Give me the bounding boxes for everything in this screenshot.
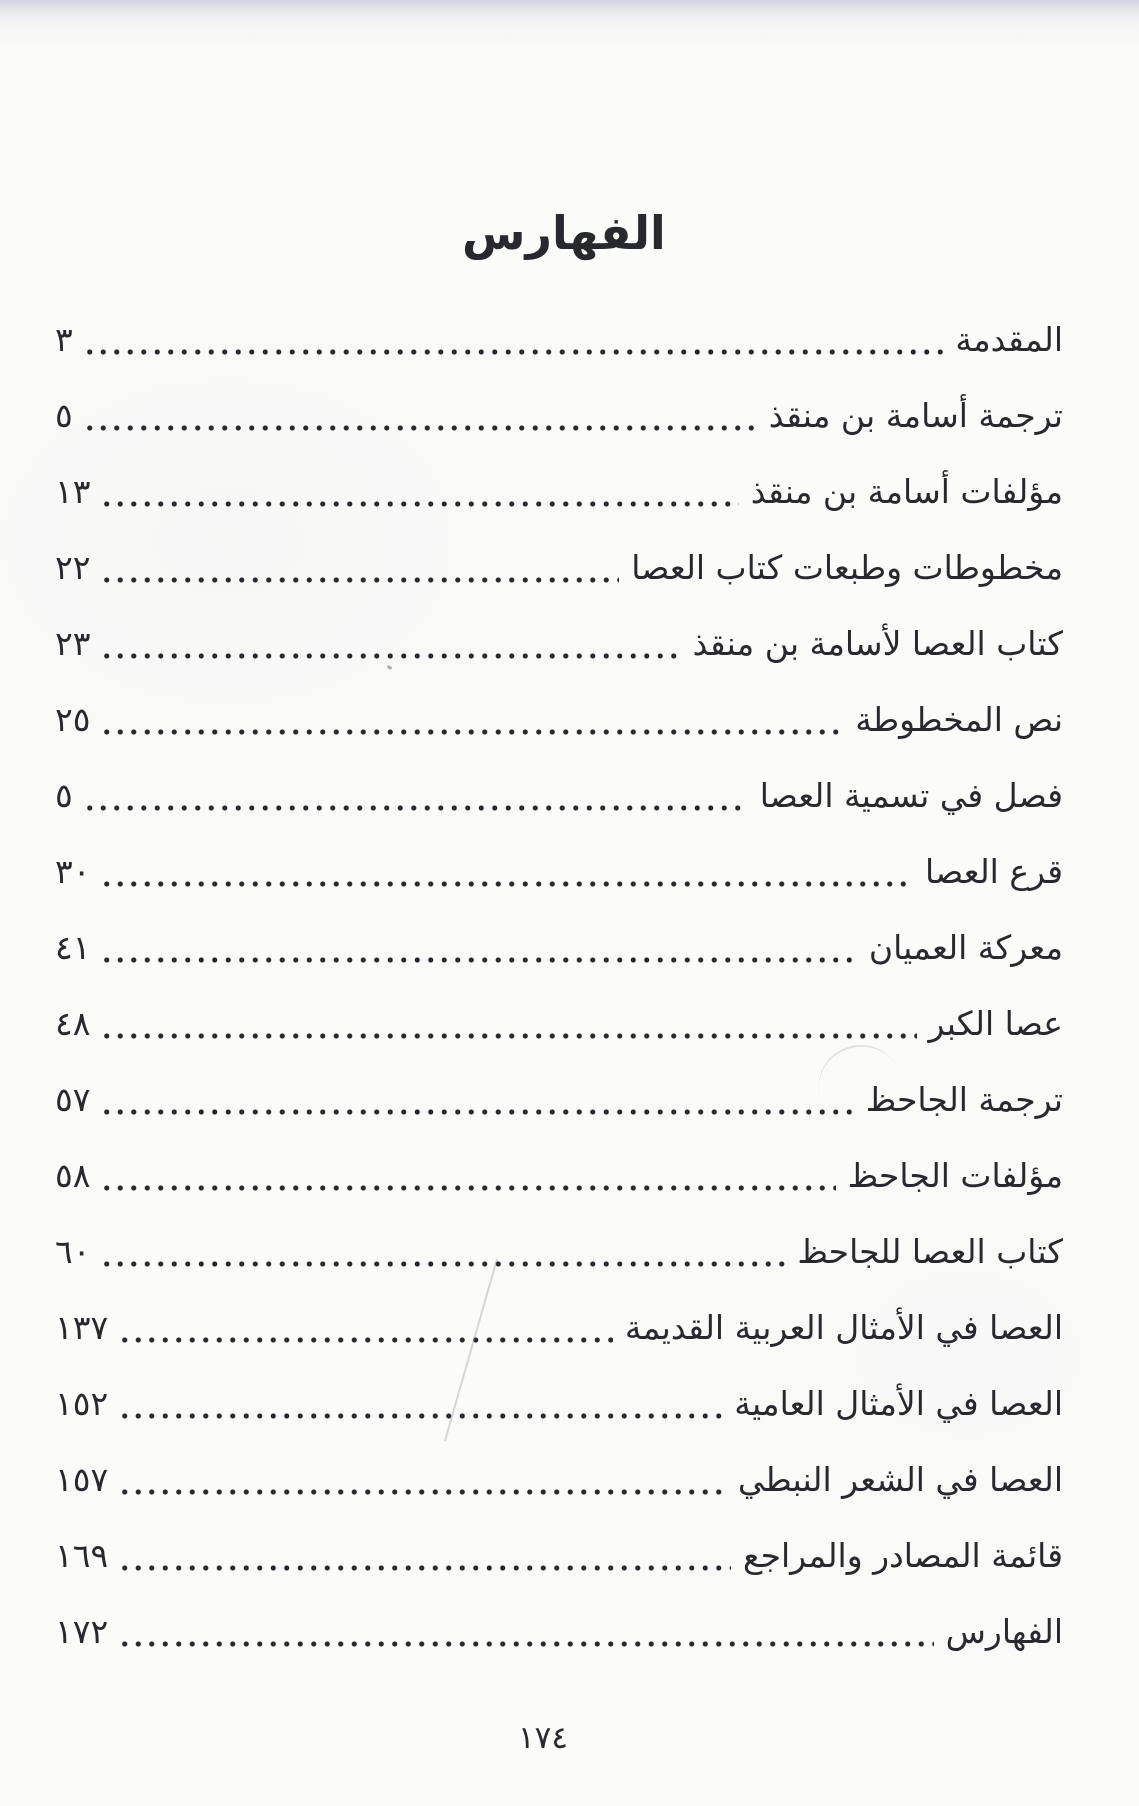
dot-leader-icon — [100, 834, 913, 910]
toc-entry-title: المقدمة — [955, 320, 1063, 360]
toc-row — [55, 1518, 1063, 1594]
toc-row — [55, 378, 1063, 454]
dot-leader-icon — [100, 1138, 835, 1214]
toc-entry-page-number: ١٣٧ — [55, 1308, 109, 1348]
dot-leader-icon — [118, 1442, 726, 1518]
toc-entry-title: ترجمة أسامة بن منقذ — [768, 396, 1063, 436]
dot-leader-icon — [100, 1062, 853, 1138]
toc-row — [55, 1062, 1063, 1138]
dot-leader-icon — [100, 530, 619, 606]
toc-entry-page-number: ١٥٢ — [55, 1384, 109, 1424]
dot-leader-icon — [83, 758, 748, 834]
dot-leader-icon — [118, 1366, 722, 1442]
dot-leader-icon — [118, 1290, 613, 1366]
toc-row — [55, 302, 1063, 378]
toc-entry-title: ترجمة الجاحظ — [865, 1080, 1063, 1120]
dot-leader-icon — [118, 1518, 731, 1594]
toc-row — [55, 910, 1063, 986]
toc-row — [55, 834, 1063, 910]
scan-edge-artifact — [0, 0, 1139, 52]
toc-entry-title: مؤلفات أسامة بن منقذ — [750, 472, 1063, 512]
toc-entry-page-number: ٣ — [55, 320, 73, 360]
dot-leader-icon — [83, 378, 757, 454]
toc-entry-page-number: ١٦٩ — [55, 1536, 109, 1576]
toc-row — [55, 758, 1063, 834]
dot-leader-icon — [100, 986, 916, 1062]
toc-entry-page-number: ٢٣ — [55, 624, 91, 664]
toc-row — [55, 606, 1063, 682]
toc-entry-page-number: ٦٠ — [55, 1232, 91, 1272]
toc-entry-page-number: ٥٨ — [55, 1156, 91, 1196]
dot-leader-icon — [118, 1594, 933, 1670]
toc-entry-title: قائمة المصادر والمراجع — [743, 1536, 1063, 1576]
toc-entry-page-number: ٥٧ — [55, 1080, 91, 1120]
dot-leader-icon — [83, 302, 944, 378]
dot-leader-icon — [100, 454, 738, 530]
page-title: الفهارس — [462, 206, 666, 260]
toc-entry-page-number: ١٥٧ — [55, 1460, 109, 1500]
toc-entry-title: قرع العصا — [925, 852, 1063, 892]
dot-leader-icon — [100, 910, 856, 986]
toc-row — [55, 454, 1063, 530]
toc-list — [55, 302, 1063, 1670]
dot-leader-icon — [100, 1214, 785, 1290]
toc-entry-page-number: ٥ — [55, 396, 73, 436]
toc-entry-title: العصا في الأمثال العربية القديمة — [624, 1308, 1063, 1348]
toc-entry-page-number: ١٣ — [55, 472, 91, 512]
toc-entry-title: نص المخطوطة — [855, 700, 1063, 740]
toc-entry-page-number: ١٧٢ — [55, 1612, 109, 1652]
toc-entry-page-number: ٢٥ — [55, 700, 91, 740]
toc-entry-page-number: ٥ — [55, 776, 73, 816]
toc-entry-title: عصا الكبر — [928, 1004, 1063, 1044]
toc-entry-title: العصا في الأمثال العامية — [734, 1384, 1063, 1424]
toc-entry-title: كتاب العصا للجاحظ — [797, 1232, 1063, 1272]
toc-row — [55, 682, 1063, 758]
toc-entry-title: فصل في تسمية العصا — [759, 776, 1063, 816]
toc-row — [55, 1290, 1063, 1366]
toc-row — [55, 530, 1063, 606]
toc-entry-title: مخطوطات وطبعات كتاب العصا — [631, 548, 1063, 588]
toc-row — [55, 1442, 1063, 1518]
toc-row — [55, 986, 1063, 1062]
toc-entry-page-number: ٤١ — [55, 928, 91, 968]
toc-entry-title: الفهارس — [945, 1612, 1063, 1652]
toc-entry-title: العصا في الشعر النبطي — [737, 1460, 1063, 1500]
toc-row — [55, 1594, 1063, 1670]
toc-entry-page-number: ٣٠ — [55, 852, 91, 892]
dot-leader-icon — [100, 682, 843, 758]
dot-leader-icon — [100, 606, 680, 682]
toc-entry-page-number: ٢٢ — [55, 548, 91, 588]
toc-entry-title: كتاب العصا لأسامة بن منقذ — [692, 624, 1063, 664]
toc-entry-title: مؤلفات الجاحظ — [847, 1156, 1063, 1196]
toc-entry-page-number: ٤٨ — [55, 1004, 91, 1044]
footer-page-number: ١٧٤ — [518, 1720, 568, 1756]
toc-entry-title: معركة العميان — [868, 928, 1063, 968]
toc-row — [55, 1366, 1063, 1442]
toc-row — [55, 1214, 1063, 1290]
toc-row — [55, 1138, 1063, 1214]
